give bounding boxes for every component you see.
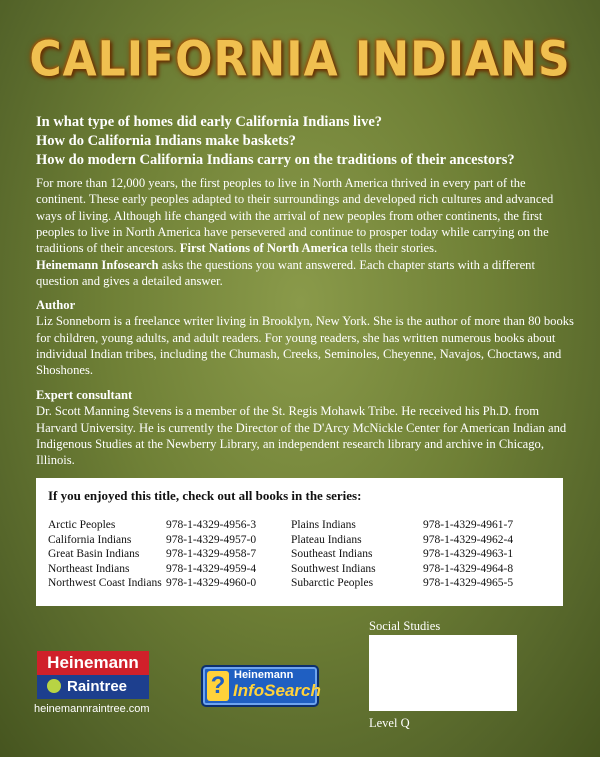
series-row (291, 562, 533, 577)
question-item: In what type of homes did early California Indians live? (36, 114, 383, 130)
series-isbn: 978-1-4329-4965-5 (423, 577, 514, 589)
heinemann-logo: Heinemann (37, 651, 149, 675)
barcode-box (369, 635, 517, 711)
consultant-section (36, 387, 576, 468)
series-title: California Indians (48, 533, 132, 546)
series-row (48, 562, 276, 577)
series-row (48, 576, 276, 591)
series-isbn: 978-1-4329-4962-4 (423, 533, 514, 546)
question-list (36, 113, 576, 170)
series-title: Northeast Indians (48, 562, 130, 575)
raintree-label: Raintree (67, 678, 128, 695)
series-row (48, 533, 276, 548)
question-mark-icon: ? (207, 671, 229, 701)
series-title: Plains Indians (291, 519, 356, 531)
infosearch-logo (201, 665, 319, 707)
series-title: Northwest Coast Indians (48, 577, 162, 589)
series-row (291, 533, 533, 548)
subject-label: Social Studies (369, 619, 441, 633)
author-section (36, 297, 576, 378)
series-isbn: 978-1-4329-4964-8 (423, 562, 514, 575)
series-isbn: 978-1-4329-4956-3 (166, 519, 257, 531)
level-label: Level Q (369, 716, 410, 730)
series-column-left (48, 518, 276, 591)
series-isbn: 978-1-4329-4960-0 (166, 577, 257, 589)
question-item: How do California Indians make baskets? (36, 133, 296, 149)
series-row (48, 518, 276, 533)
series-row (48, 547, 276, 562)
author-text: Liz Sonneborn is a freelance writer living in Brooklyn, New York. She is the author of more than 80 books for children, young adults, and adult readers. For young readers, she has written numerous books about individual Indian tribes, including the Chumash, Creeks, Seminoles, Cheyenne, Navajos, Choctaws, and Shoshones. (36, 314, 574, 378)
raintree-logo (37, 675, 149, 699)
series-name: First Nations of North America (179, 241, 348, 256)
series-title: Arctic Peoples (48, 519, 116, 531)
infosearch-logo-line1: Heinemann (234, 669, 294, 681)
infosearch-brand: Heinemann Infosearch (36, 258, 159, 272)
series-row (291, 518, 533, 533)
series-row (291, 547, 533, 562)
infosearch-paragraph (36, 257, 576, 290)
series-isbn: 978-1-4329-4958-7 (166, 548, 257, 560)
series-title: Plateau Indians (291, 533, 362, 546)
infosearch-logo-line2: InfoSearch (233, 681, 321, 700)
series-isbn: 978-1-4329-4957-0 (166, 533, 257, 546)
book-title: CALIFORNIA INDIANS (29, 31, 571, 88)
series-box (36, 478, 563, 606)
series-title: Great Basin Indians (48, 548, 140, 560)
intro-paragraph (36, 175, 576, 256)
question-item: How do modern California Indians carry on the traditions of their ancestors? (36, 152, 515, 168)
author-heading: Author (36, 298, 76, 312)
intro-text: For more than 12,000 years, the first peoples to live in North America thrived in every part of the continent. These early peoples adapted to their surroundings and developed rich cultures and advanced ways of living. Although life changed with the arrival of new peoples from other continents, the first peoples to live in North America have persevered and continue to prosper today while carrying on the traditions of their ancestors. (36, 176, 554, 256)
series-heading: If you enjoyed this title, check out all books in the series: (48, 488, 362, 503)
series-isbn: 978-1-4329-4961-7 (423, 519, 514, 531)
series-column-right (291, 518, 533, 591)
consultant-heading: Expert consultant (36, 388, 133, 402)
series-isbn: 978-1-4329-4959-4 (166, 562, 257, 575)
raintree-ball-icon (47, 679, 61, 693)
series-isbn: 978-1-4329-4963-1 (423, 548, 514, 560)
series-title: Southwest Indians (291, 562, 376, 575)
series-title: Subarctic Peoples (291, 577, 374, 589)
series-title: Southeast Indians (291, 548, 373, 560)
publisher-website: heinemannraintree.com (34, 703, 150, 715)
infosearch-text: asks the questions you want answered. Each chapter starts with a different question and gives a detailed answer. (36, 258, 535, 289)
intro-text-end: tells their stories. (347, 241, 438, 256)
series-row (291, 576, 533, 591)
consultant-text: Dr. Scott Manning Stevens is a member of the St. Regis Mohawk Tribe. He received his Ph.D. from Harvard University. He is currently the Director of the D'Arcy McNickle Center for American Indian and Indigenous Studies at the Newberry Library, an independent research library and archive in Chicago, Illinois. (36, 404, 567, 468)
